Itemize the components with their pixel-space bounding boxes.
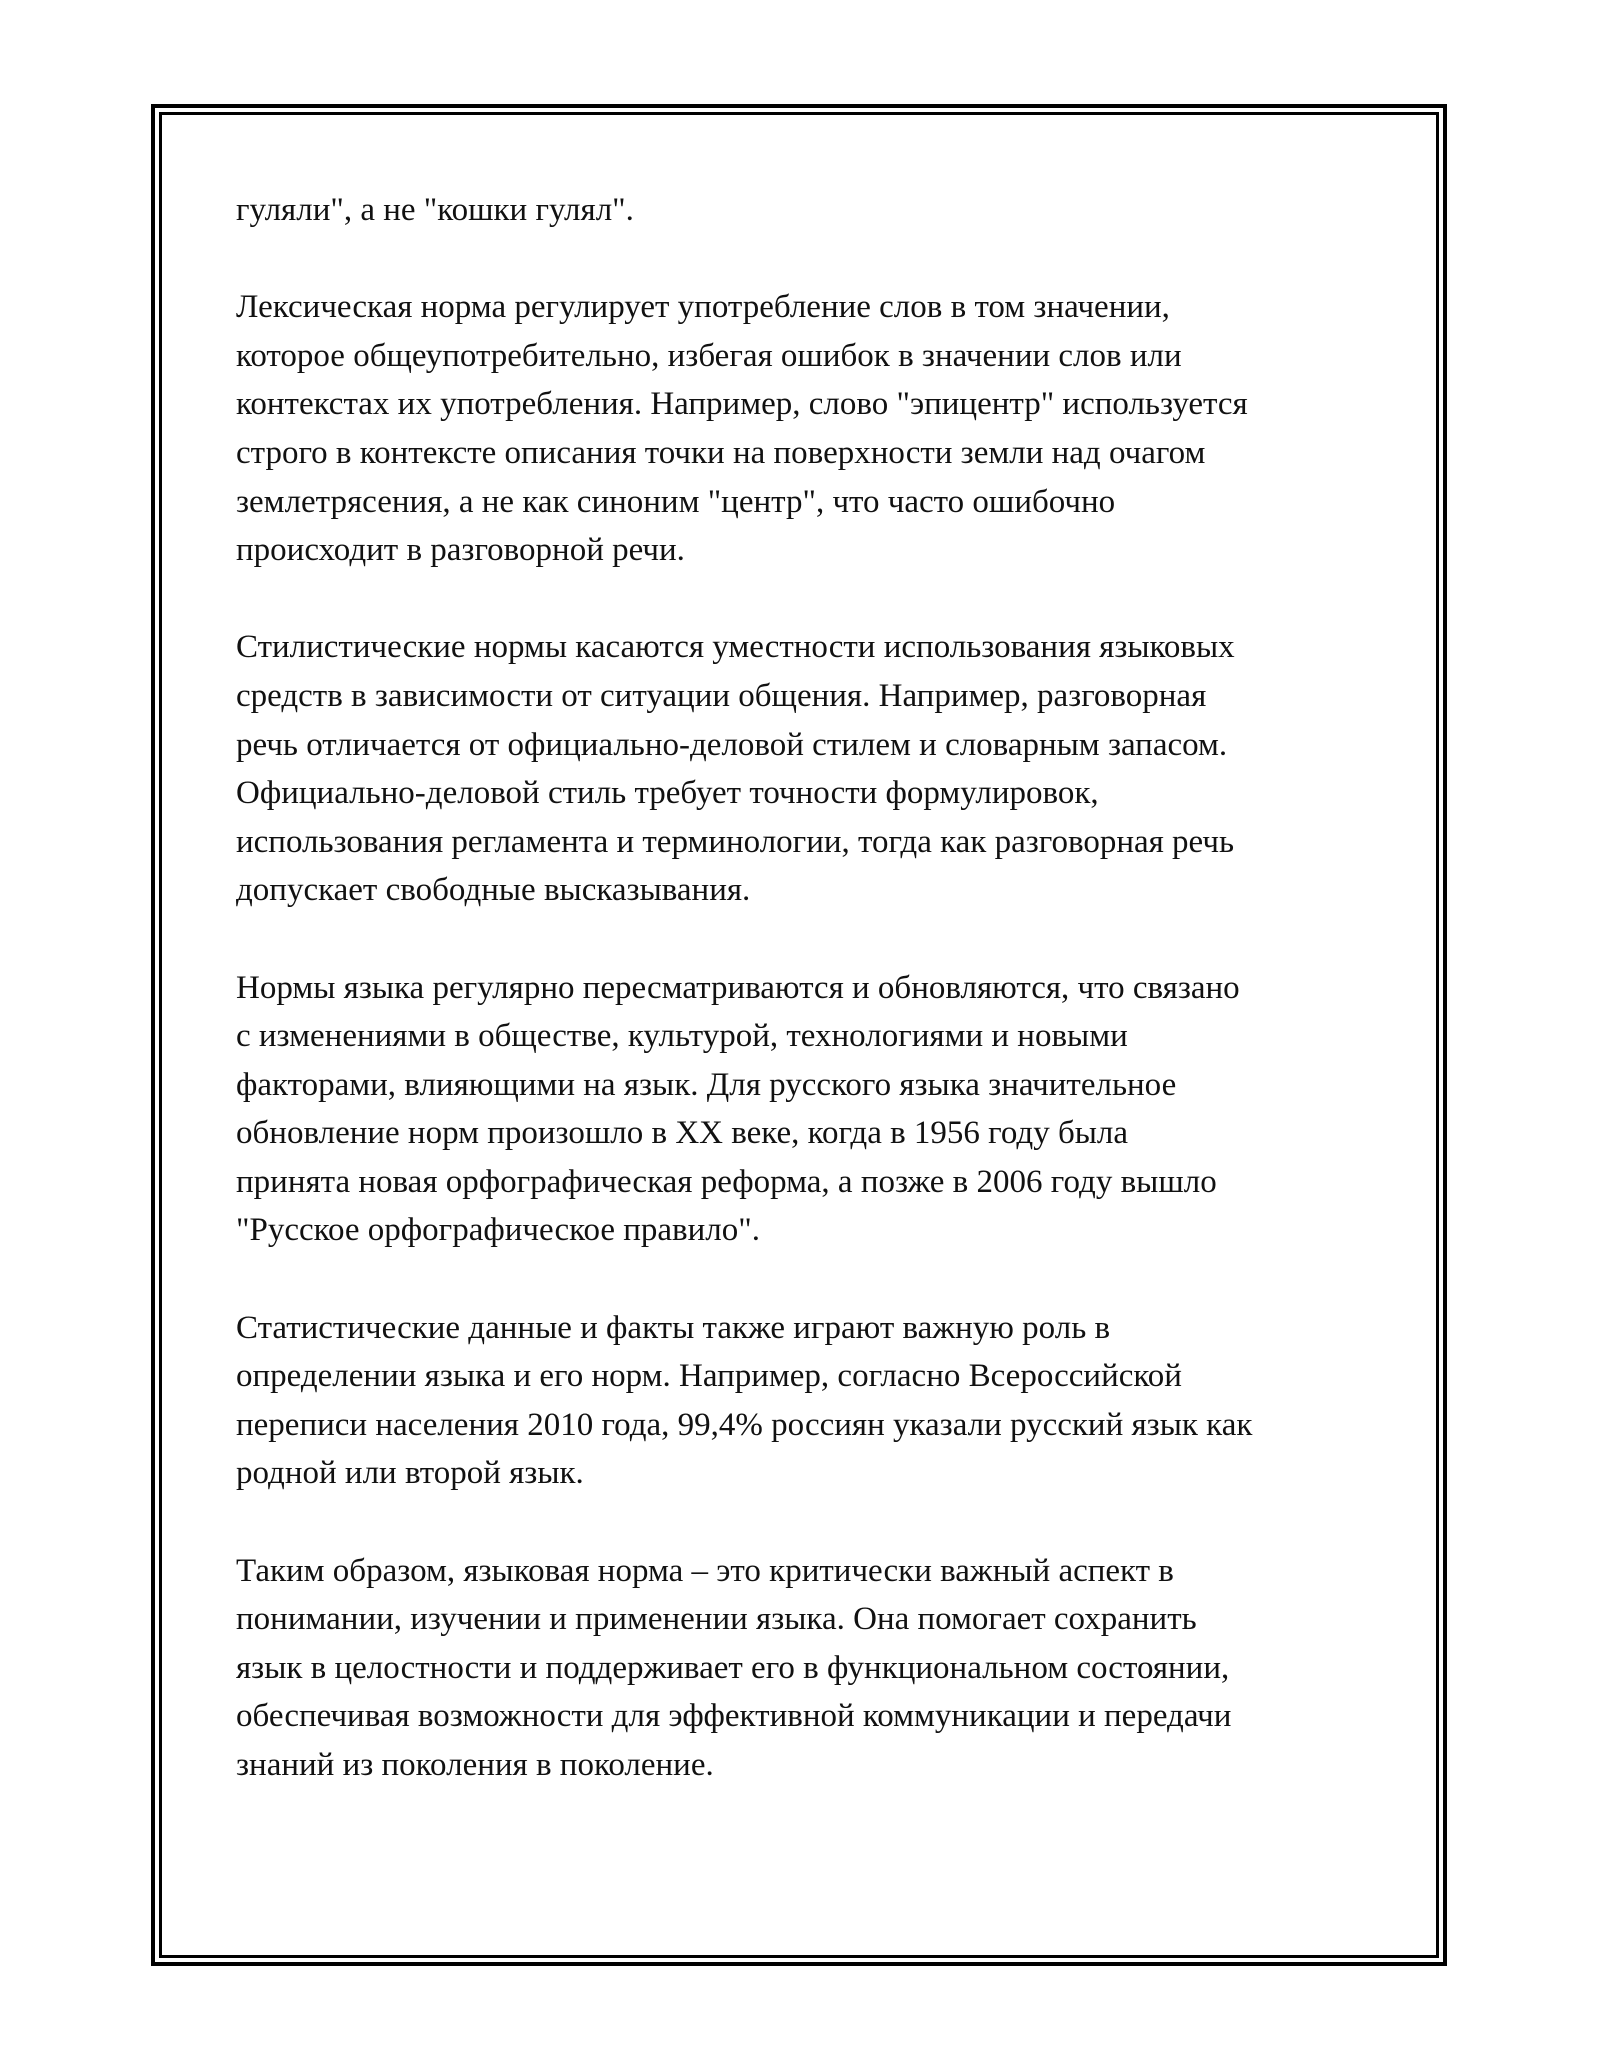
paragraph-conclusion: Таким образом, языковая норма – это критически важный аспект в понимании, изучении и применении языка. Она помогает сохранить язык в целостности и поддерживает его в функциональном состоянии, обеспечивая возможности для эффективной коммуникации и передачи знаний из поколения в поколение.	[236, 1552, 1232, 1783]
document-body	[236, 186, 1416, 1838]
paragraph-continuation: гуляли", а не "кошки гулял".	[236, 192, 634, 228]
paragraph-statistics: Статистические данные и факты также играют важную роль в определении языка и его норм. Например, согласно Всероссийской переписи населения 2010 года, 99,4% россиян указали русский язык как родной или второй язык.	[236, 1309, 1253, 1492]
paragraph-stylistic-norms: Стилистические нормы касаются уместности использования языковых средств в зависимости от ситуации общения. Например, разговорная речь отличается от официально-деловой стилем и словарным запасом. Официально-деловой стиль требует точности формулировок, использования регламента и терминологии, тогда как разговорная речь допускает свободные высказывания.	[236, 629, 1235, 909]
paragraph-lexical-norm: Лексическая норма регулирует употребление слов в том значении, которое общеупотребительно, избегая ошибок в значении слов или контекстах их употребления. Например, слово "эпицентр" используется строго в контексте описания точки на поверхности земли над очагом землетрясения, а не как синоним "центр", что часто ошибочно происходит в разговорной речи.	[236, 289, 1248, 569]
paragraph-norm-revisions: Нормы языка регулярно пересматриваются и обновляются, что связано с изменениями в обществе, культурой, технологиями и новыми факторами, влияющими на язык. Для русского языка значительное обновление норм произошло в XX веке, когда в 1956 году была принята новая орфографическая реформа, а позже в 2006 году вышло "Русское орфографическое правило".	[236, 969, 1240, 1249]
